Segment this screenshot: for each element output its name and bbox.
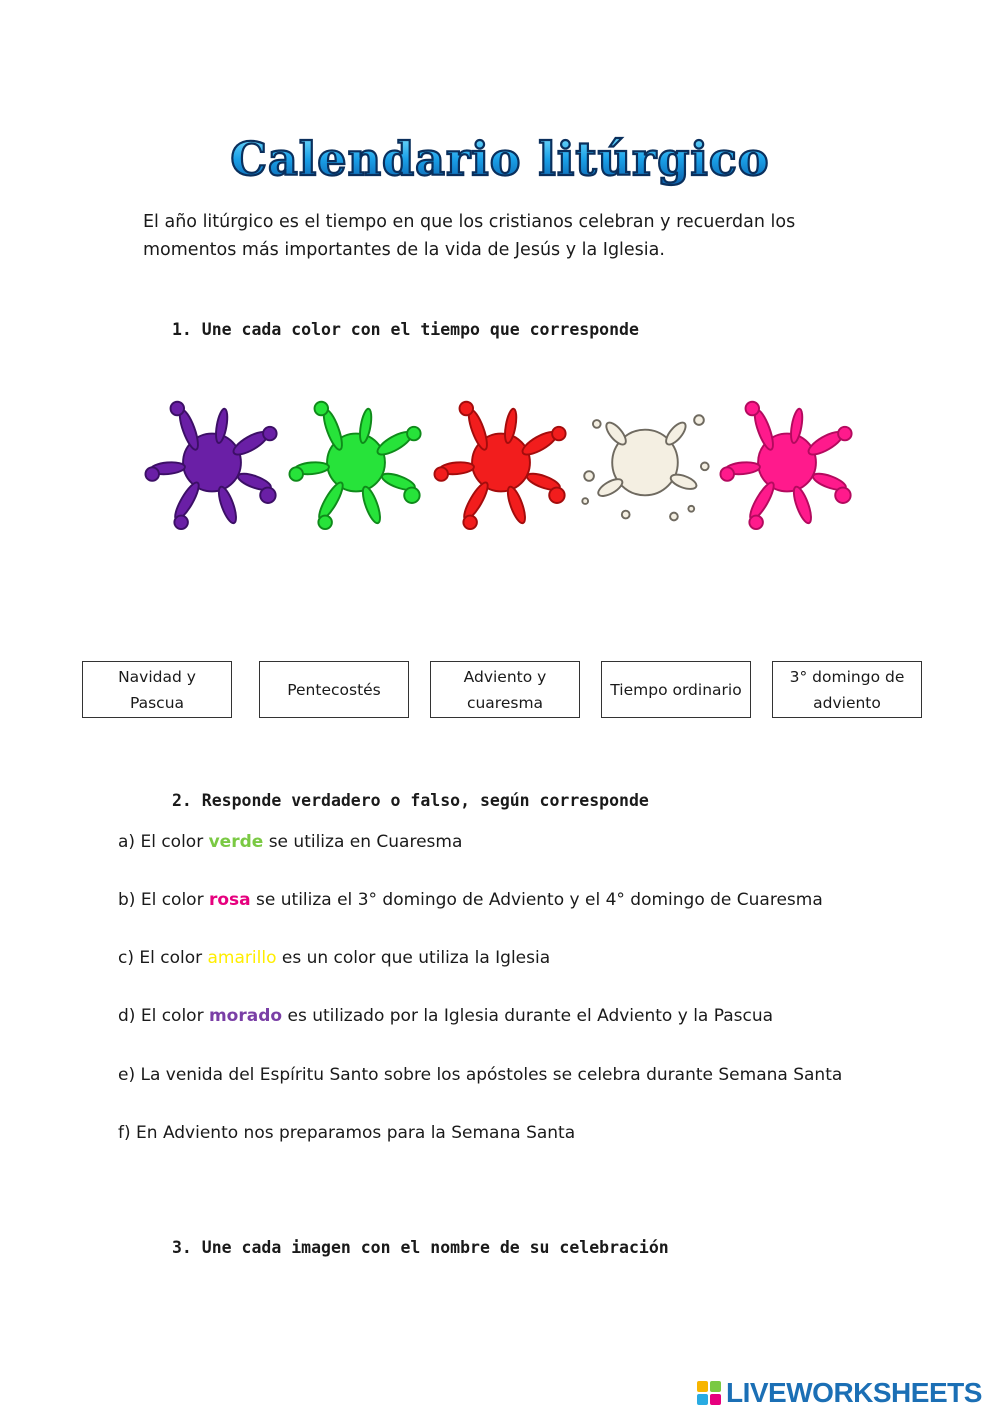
- purple-paint-splat[interactable]: [143, 395, 281, 530]
- logo-text: LIVEWORKSHEETS: [726, 1377, 982, 1408]
- statement-e[interactable]: e) La venida del Espíritu Santo sobre los apóstoles se celebra durante Semana Santa: [118, 1065, 843, 1085]
- splat-shape: [720, 402, 851, 529]
- statement-a[interactable]: [118, 832, 462, 852]
- page-title: [0, 120, 1000, 200]
- color-word-morado: morado: [208, 1006, 283, 1026]
- statement-text: b) El color: [118, 890, 209, 910]
- match-box-pentecostes[interactable]: Pentecostés: [259, 661, 409, 718]
- splat-shape: [145, 402, 276, 529]
- statement-text: d) El color: [118, 1006, 209, 1026]
- statement-f[interactable]: f) En Adviento nos preparamos para la Semana Santa: [118, 1123, 576, 1143]
- title-text: Calendario litúrgico: [230, 132, 770, 186]
- color-word-rosa: rosa: [208, 890, 251, 910]
- green-paint-splat[interactable]: [287, 395, 425, 530]
- white-paint-splat[interactable]: [576, 395, 714, 530]
- liveworksheets-logo: [697, 1378, 982, 1408]
- match-box-navidad-pascua[interactable]: Navidad y Pascua: [82, 661, 232, 718]
- statement-text: se utiliza el 3° domingo de Adviento y el 4° domingo de Cuaresma: [250, 890, 823, 910]
- statement-text: se utiliza en Cuaresma: [263, 832, 463, 852]
- splat-shape: [289, 402, 420, 529]
- red-paint-splat[interactable]: [432, 395, 570, 530]
- intro-text: El año litúrgico es el tiempo en que los cristianos celebran y recuerdan los momentos más importantes de la vida de Jesús y la Iglesia.: [143, 212, 796, 260]
- color-word-amarillo: amarillo: [207, 948, 277, 968]
- statement-c[interactable]: [118, 948, 550, 968]
- splat-shape: [582, 415, 708, 520]
- statement-text: c) El color: [118, 948, 208, 968]
- statement-b[interactable]: [118, 890, 823, 910]
- splat-shape: [434, 402, 565, 529]
- section-3-heading: 3. Une cada imagen con el nombre de su celebración: [172, 1238, 669, 1257]
- section-2-heading: 2. Responde verdadero o falso, según corresponde: [172, 791, 649, 810]
- logo-icon: [697, 1381, 721, 1405]
- statement-d[interactable]: [118, 1006, 773, 1026]
- section-1-heading: 1. Une cada color con el tiempo que corresponde: [172, 320, 639, 339]
- pink-paint-splat[interactable]: [718, 395, 856, 530]
- statement-text: a) El color: [118, 832, 209, 852]
- statement-text: es un color que utiliza la Iglesia: [276, 948, 551, 968]
- color-word-verde: verde: [208, 832, 264, 852]
- statement-text: es utilizado por la Iglesia durante el Adviento y la Pascua: [282, 1006, 774, 1026]
- match-box-tiempo-ordinario[interactable]: Tiempo ordinario: [601, 661, 751, 718]
- match-box-adviento-cuaresma[interactable]: Adviento y cuaresma: [430, 661, 580, 718]
- match-box-tercer-domingo-adviento[interactable]: 3° domingo de adviento: [772, 661, 922, 718]
